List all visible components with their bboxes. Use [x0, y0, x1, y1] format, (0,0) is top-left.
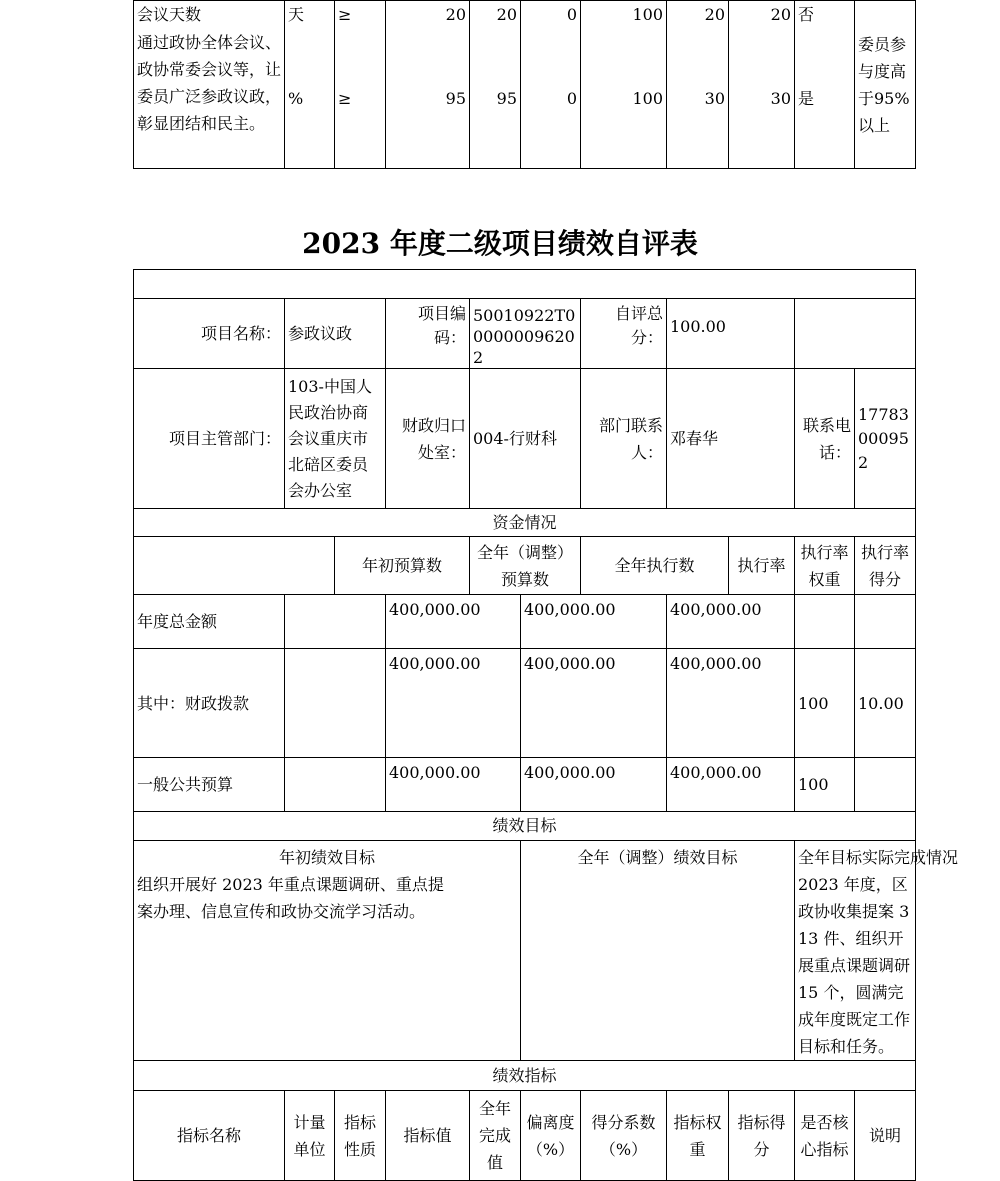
indicator-weight: 30: [667, 29, 729, 169]
funds-adjusted: 400,000.00: [521, 595, 667, 649]
indicator-actual: 20: [470, 1, 521, 29]
top-indicator-table: [133, 0, 916, 169]
indicator-actual: 95: [470, 29, 521, 169]
project-name-label: 项目名称：: [134, 299, 285, 369]
phone: 17783000952: [855, 369, 916, 509]
funds-weight: 10.00: [855, 649, 916, 758]
indicator-deviation: 0: [521, 1, 581, 29]
goals-initial: [134, 841, 521, 1061]
indicator-coefficient: 100: [581, 1, 667, 29]
funds-section-header: 资金情况: [134, 509, 916, 537]
ind-header-deviation: 偏离度（%）: [521, 1091, 581, 1181]
ind-header-value: 指标值: [386, 1091, 470, 1181]
indicator-core: 是: [795, 29, 855, 169]
funds-header-blank: [134, 537, 335, 595]
project-code-label: 项目编码：: [386, 299, 470, 369]
indicator-nature: ≥: [335, 29, 386, 169]
indicator-note: 委员参与度高于95%以上: [855, 1, 916, 169]
dept-label: 项目主管部门：: [134, 369, 285, 509]
self-evaluation-table: [133, 269, 959, 1181]
funds-rate: 100: [795, 649, 855, 758]
funds-initial: 400,000.00: [386, 649, 521, 758]
funds-executed: 400,000.00: [667, 758, 795, 812]
funds-rate: 100: [795, 758, 855, 812]
self-score: 100.00: [667, 299, 795, 369]
ind-header-note: 说明: [855, 1091, 916, 1181]
office-label: 财政归口处室：: [386, 369, 470, 509]
project-code: 50010922T000000096202: [470, 299, 581, 369]
goals-initial-text: 组织开展好 2023 年重点课题调研、重点提案办理、信息宣传和政协交流学习活动。: [137, 875, 444, 921]
funds-header-rate-score: 执行率得分: [855, 537, 916, 595]
funds-header-initial: 年初预算数: [335, 537, 470, 595]
blank-row: [134, 270, 916, 299]
indicator-unit: %: [285, 29, 335, 169]
ind-header-score: 指标得分: [729, 1091, 795, 1181]
indicator-score: 20: [729, 1, 795, 29]
indicator-target: 20: [386, 1, 470, 29]
funds-header-executed: 全年执行数: [581, 537, 729, 595]
goals-actual: [795, 841, 959, 1061]
funds-executed: 400,000.00: [667, 649, 795, 758]
funds-initial: 400,000.00: [386, 595, 521, 649]
indicator-core: 否: [795, 1, 855, 29]
funds-blank: [285, 649, 386, 758]
ind-header-unit: 计量单位: [285, 1091, 335, 1181]
funds-row-label: 其中：财政拨款: [134, 649, 285, 758]
indicators-section-header: 绩效指标: [134, 1061, 916, 1091]
indicator-name: 通过政协全体会议、政协常委会议等，让委员广泛参政议政，彰显团结和民主。: [134, 29, 285, 169]
goals-actual-text: 2023 年度，区政协收集提案 313 件、组织开展重点课题调研 15 个，圆满完成年度既定工作目标和任务。: [798, 875, 911, 1056]
ind-header-actual: 全年完成值: [470, 1091, 521, 1181]
funds-header-rate-weight: 执行率权重: [795, 537, 855, 595]
dept: 103-中国人民政治协商会议重庆市北碚区委员会办公室: [285, 369, 386, 509]
indicator-weight: 20: [667, 1, 729, 29]
indicator-score: 30: [729, 29, 795, 169]
funds-row-label: 一般公共预算: [134, 758, 285, 812]
contact-label: 部门联系人：: [581, 369, 667, 509]
funds-rate: [795, 595, 855, 649]
indicator-target: 95: [386, 29, 470, 169]
contact: 邓春华: [667, 369, 795, 509]
funds-adjusted: 400,000.00: [521, 758, 667, 812]
funds-blank: [285, 758, 386, 812]
goals-section-header: 绩效目标: [134, 812, 916, 841]
goals-adjusted: [521, 841, 795, 1061]
funds-executed: 400,000.00: [667, 595, 795, 649]
funds-header-adjusted: 全年（调整）预算数: [470, 537, 581, 595]
funds-weight: [855, 595, 916, 649]
indicator-coefficient: 100: [581, 29, 667, 169]
indicator-nature: ≥: [335, 1, 386, 29]
ind-header-nature: 指标性质: [335, 1091, 386, 1181]
project-name: 参政议政: [285, 299, 386, 369]
goals-actual-header: 全年目标实际完成情况: [798, 848, 959, 867]
goals-adjusted-header: 全年（调整）绩效目标: [577, 848, 738, 867]
phone-label: 联系电话：: [795, 369, 855, 509]
page-title: 2023 年度二级项目绩效自评表: [302, 227, 698, 260]
office: 004-行财科: [470, 369, 581, 509]
ind-header-weight: 指标权重: [667, 1091, 729, 1181]
goals-initial-header: 年初绩效目标: [278, 848, 375, 867]
funds-row-label: 年度总金额: [134, 595, 285, 649]
funds-weight: [855, 758, 916, 812]
ind-header-name: 指标名称: [134, 1091, 285, 1181]
indicator-unit: 天: [285, 1, 335, 29]
funds-blank: [285, 595, 386, 649]
blank-cell: [795, 299, 916, 369]
funds-adjusted: 400,000.00: [521, 649, 667, 758]
funds-initial: 400,000.00: [386, 758, 521, 812]
self-score-label: 自评总分：: [581, 299, 667, 369]
indicator-name: 会议天数: [134, 1, 285, 29]
ind-header-coefficient: 得分系数（%）: [581, 1091, 667, 1181]
funds-header-rate: 执行率: [729, 537, 795, 595]
indicator-deviation: 0: [521, 29, 581, 169]
ind-header-core: 是否核心指标: [795, 1091, 855, 1181]
